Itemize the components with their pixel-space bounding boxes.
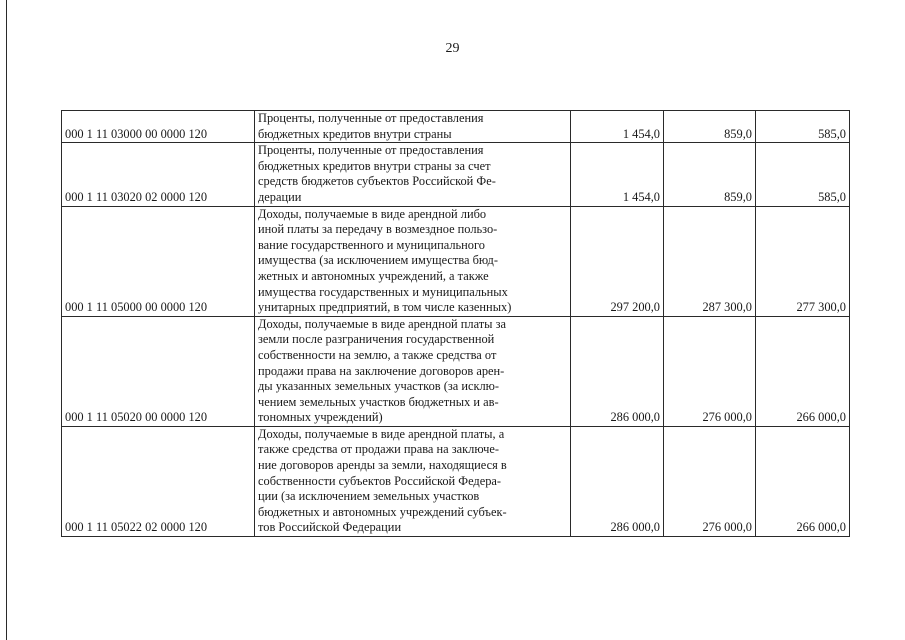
table-row [62, 426, 850, 536]
revenue-name-line: тов Российской Федерации [258, 520, 402, 535]
revenue-name-line: чением земельных участков бюджетных и ав- [258, 394, 499, 409]
amount-cell-year-3: 266 000,0 [756, 316, 850, 426]
revenue-name-line: продажи права на заключение договоров арен- [258, 363, 505, 378]
amount-cell-year-2: 287 300,0 [664, 206, 756, 316]
amount-cell-year-3: 277 300,0 [756, 206, 850, 316]
revenue-name-line: бюджетных кредитов внутри страны за счет [258, 158, 491, 173]
revenue-name-line: средств бюджетов субъектов Российской Фе- [258, 174, 496, 189]
revenue-name-line: ды указанных земельных участков (за исклю- [258, 379, 500, 394]
revenue-name-line: ние договоров аренды за земли, находящиеся в [258, 458, 507, 473]
table-row [62, 206, 850, 316]
budget-code-cell: 000 1 11 05020 00 0000 120 [62, 316, 255, 426]
revenue-name-line: тономных учреждений) [258, 410, 383, 425]
revenue-name-line: земли после разграничения государственной [258, 332, 495, 347]
revenue-name-line: ции (за исключением земельных участков [258, 489, 480, 504]
revenue-name-line: также средства от продажи права на заключе- [258, 442, 499, 457]
amount-cell-year-3: 585,0 [756, 111, 850, 143]
budget-code-cell: 000 1 11 03000 00 0000 120 [62, 111, 255, 143]
budget-code-cell: 000 1 11 05022 02 0000 120 [62, 426, 255, 536]
revenue-name-line: собственности на землю, а также средства от [258, 347, 497, 362]
revenue-name-line: бюджетных кредитов внутри страны [258, 126, 452, 141]
table-row [62, 143, 850, 206]
page-left-edge-line [6, 0, 7, 640]
amount-cell-year-1: 286 000,0 [571, 316, 664, 426]
table-row [62, 316, 850, 426]
revenue-table [61, 110, 850, 537]
revenue-name-line: иной платы за передачу в возмездное пользо- [258, 222, 498, 237]
revenue-name-cell [255, 426, 571, 536]
amount-cell-year-1: 1 454,0 [571, 143, 664, 206]
table-row [62, 111, 850, 143]
amount-cell-year-2: 859,0 [664, 111, 756, 143]
budget-code-cell: 000 1 11 03020 02 0000 120 [62, 143, 255, 206]
budget-code-cell: 000 1 11 05000 00 0000 120 [62, 206, 255, 316]
revenue-name-line: Доходы, получаемые в виде арендной платы за [258, 316, 506, 331]
revenue-name-line: Проценты, полученные от предоставления [258, 143, 484, 158]
amount-cell-year-1: 297 200,0 [571, 206, 664, 316]
revenue-name-line: вание государственного и муниципального [258, 237, 485, 252]
revenue-name-cell [255, 111, 571, 143]
amount-cell-year-2: 276 000,0 [664, 426, 756, 536]
revenue-name-line: Проценты, полученные от предоставления [258, 111, 484, 125]
revenue-name-line: дерации [258, 189, 302, 204]
amount-cell-year-2: 276 000,0 [664, 316, 756, 426]
revenue-name-line: жетных и автономных учреждений, а также [258, 268, 489, 283]
amount-cell-year-2: 859,0 [664, 143, 756, 206]
revenue-name-cell [255, 316, 571, 426]
revenue-name-line: унитарных предприятий, в том числе казенных) [258, 300, 512, 315]
revenue-name-line: бюджетных и автономных учреждений субъек- [258, 504, 507, 519]
amount-cell-year-3: 266 000,0 [756, 426, 850, 536]
revenue-name-cell [255, 143, 571, 206]
revenue-name-line: Доходы, получаемые в виде арендной либо [258, 206, 487, 221]
amount-cell-year-1: 286 000,0 [571, 426, 664, 536]
amount-cell-year-1: 1 454,0 [571, 111, 664, 143]
revenue-name-cell [255, 206, 571, 316]
revenue-name-line: собственности субъектов Российской Федера- [258, 473, 502, 488]
revenue-name-line: имущества государственных и муниципальных [258, 284, 508, 299]
amount-cell-year-3: 585,0 [756, 143, 850, 206]
revenue-name-line: Доходы, получаемые в виде арендной платы, а [258, 426, 505, 441]
revenue-name-line: имущества (за исключением имущества бюд- [258, 253, 498, 268]
page-number: 29 [445, 41, 460, 56]
